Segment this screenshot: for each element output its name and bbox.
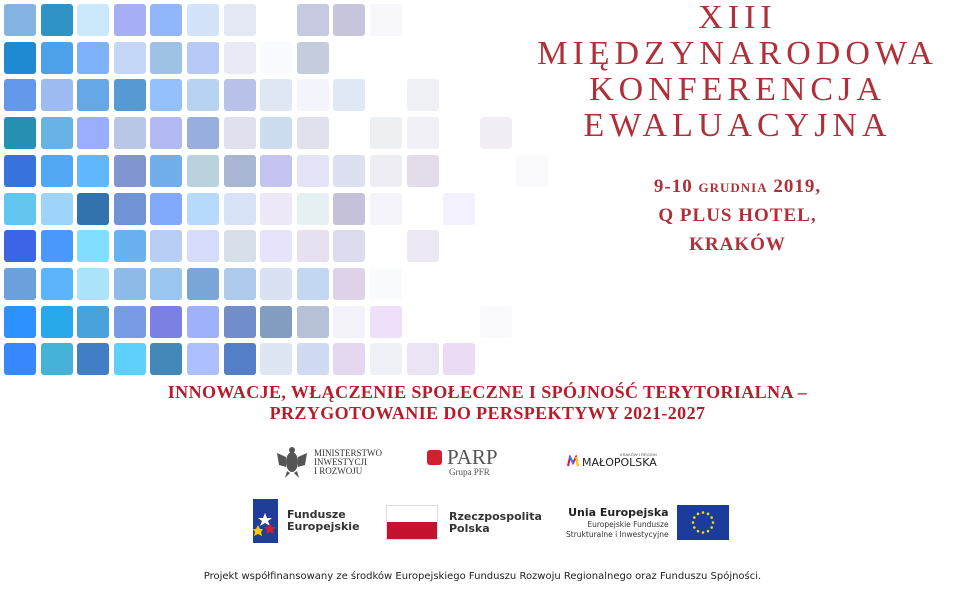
- malopolska-logo: [567, 452, 657, 469]
- mosaic-tile: [370, 268, 402, 300]
- mosaic-tile: [370, 193, 402, 225]
- mosaic-tile: [41, 155, 73, 187]
- mosaic-tile: [41, 268, 73, 300]
- mosaic-tile: [297, 117, 329, 149]
- mosaic-tile: [150, 4, 182, 36]
- polish-flag-icon: [386, 505, 438, 540]
- mosaic-tile: [4, 79, 36, 111]
- mosaic-tile: [333, 79, 365, 111]
- mosaic-tile: [77, 343, 109, 375]
- eu-star-icon: [710, 526, 713, 529]
- fundusze-stars-icon: [253, 499, 278, 543]
- mosaic-tile: [77, 117, 109, 149]
- mosaic-tile: [187, 193, 219, 225]
- rzeczpospolita-logo: [386, 505, 542, 540]
- title-line: XIII: [698, 0, 777, 36]
- mosaic-tile: [150, 343, 182, 375]
- mosaic-tile: [4, 193, 36, 225]
- mosaic-tile: [297, 343, 329, 375]
- mosaic-tile: [77, 230, 109, 262]
- mosaic-tile: [224, 306, 256, 338]
- eu-star-icon: [701, 511, 704, 514]
- mosaic-tile: [297, 306, 329, 338]
- mosaic-tile: [480, 117, 512, 149]
- mosaic-tile: [4, 306, 36, 338]
- mosaic-tile: [297, 268, 329, 300]
- mosaic-tile: [41, 4, 73, 36]
- mosaic-tile: [370, 343, 402, 375]
- mosaic-tile: [150, 155, 182, 187]
- mosaic-tile: [187, 268, 219, 300]
- conference-subtitle: [100, 382, 875, 424]
- mosaic-tile: [333, 155, 365, 187]
- mosaic-tile: [114, 79, 146, 111]
- eu-star-icon: [696, 513, 699, 516]
- title-line: KONFERENCJA: [589, 71, 886, 108]
- conference-title: [520, 0, 955, 144]
- mosaic-tile: [41, 117, 73, 149]
- mosaic-tile: [4, 4, 36, 36]
- fundusze-line: Europejskie: [287, 520, 360, 533]
- mosaic-tile: [260, 79, 292, 111]
- mosaic-tile: [333, 193, 365, 225]
- mosaic-tile: [114, 42, 146, 74]
- mosaic-tile: [41, 79, 73, 111]
- mosaic-tile: [150, 193, 182, 225]
- mosaic-tile: [187, 117, 219, 149]
- mosaic-tile: [443, 193, 475, 225]
- subtitle-line: INNOWACJE, WŁĄCZENIE SPOŁECZNE I SPÓJNOŚĆ TERYTORIALNA –: [167, 382, 808, 402]
- mosaic-tile: [187, 79, 219, 111]
- mosaic-tile: [370, 155, 402, 187]
- malopolska-m-icon: [567, 455, 579, 467]
- mosaic-tile: [114, 343, 146, 375]
- mosaic-tile: [114, 4, 146, 36]
- mosaic-tile: [77, 268, 109, 300]
- eu-star-icon: [711, 521, 714, 524]
- eu-star-icon: [701, 531, 704, 534]
- mosaic-tile: [77, 193, 109, 225]
- mosaic-tile: [333, 230, 365, 262]
- mosaic-tile: [77, 306, 109, 338]
- mosaic-tile: [150, 117, 182, 149]
- mosaic-tile: [224, 343, 256, 375]
- event-city: KRAKÓW: [689, 234, 786, 255]
- mosaic-tile: [187, 306, 219, 338]
- mosaic-tile: [41, 230, 73, 262]
- mosaic-tile: [187, 343, 219, 375]
- eu-name: Unia Europejska: [568, 505, 669, 519]
- mosaic-tile: [150, 79, 182, 111]
- rp-line: Polska: [449, 521, 490, 535]
- eu-logo: [566, 505, 729, 540]
- mosaic-tile: [4, 230, 36, 262]
- mosaic-tile: [407, 155, 439, 187]
- mosaic-tile: [114, 306, 146, 338]
- mosaic-tile: [260, 230, 292, 262]
- mosaic-tile: [4, 155, 36, 187]
- mosaic-tile: [187, 230, 219, 262]
- mosaic-tile: [77, 42, 109, 74]
- eu-star-icon: [693, 526, 696, 529]
- eu-star-icon: [706, 513, 709, 516]
- eu-star-icon: [706, 530, 709, 533]
- mosaic-tile: [260, 343, 292, 375]
- eu-line: Europejskie Fundusze: [587, 519, 669, 529]
- mosaic-tile: [224, 230, 256, 262]
- mosaic-tile: [407, 343, 439, 375]
- mosaic-tile: [297, 4, 329, 36]
- mosaic-tile: [260, 268, 292, 300]
- eu-star-icon: [693, 516, 696, 519]
- rp-line: Rzeczpospolita: [449, 509, 542, 523]
- mosaic-tile: [224, 42, 256, 74]
- mosaic-tile: [150, 268, 182, 300]
- mosaic-tile: [114, 268, 146, 300]
- mosaic-tile: [41, 193, 73, 225]
- parp-name: PARP: [447, 445, 498, 469]
- eu-star-icon: [691, 521, 694, 524]
- mosaic-tile: [407, 117, 439, 149]
- mosaic-tile: [370, 117, 402, 149]
- parp-group: Grupa PFR: [449, 467, 490, 477]
- ministry-name-line: I ROZWOJU: [314, 465, 363, 476]
- mosaic-tile: [224, 268, 256, 300]
- mosaic-tile: [333, 4, 365, 36]
- mosaic-tile: [260, 42, 292, 74]
- event-date: 9-10 grudnia 2019,: [653, 176, 822, 197]
- mosaic-tile: [297, 79, 329, 111]
- mosaic-tile: [187, 4, 219, 36]
- mosaic-tile: [260, 155, 292, 187]
- parp-logo: [427, 447, 498, 477]
- mosaic-tile: [4, 343, 36, 375]
- title-line: EWALUACYJNA: [583, 107, 892, 144]
- mosaic-tile: [114, 117, 146, 149]
- mosaic-tile: [333, 268, 365, 300]
- mosaic-tile: [4, 117, 36, 149]
- ministry-name-line: INWESTYCJI: [314, 456, 367, 467]
- mosaic-tile: [407, 230, 439, 262]
- mosaic-tile: [77, 155, 109, 187]
- mosaic-decoration: [0, 0, 540, 380]
- title-line: MIĘDZYNARODOWA: [537, 35, 938, 72]
- funding-note: Projekt współfinansowany ze środków Europejskiego Funduszu Rozwoju Regionalnego oraz Funduszu Spójności.: [203, 571, 762, 582]
- mosaic-tile: [150, 306, 182, 338]
- malopolska-name: MAŁOPOLSKA: [582, 456, 657, 469]
- event-venue: Q PLUS HOTEL,: [658, 205, 817, 226]
- mosaic-tile: [4, 42, 36, 74]
- mosaic-tile: [150, 42, 182, 74]
- mosaic-tile: [297, 155, 329, 187]
- mosaic-tile: [370, 306, 402, 338]
- mosaic-tile: [114, 155, 146, 187]
- mosaic-tile: [4, 268, 36, 300]
- eu-flag-icon: [677, 505, 729, 540]
- mosaic-tile: [260, 306, 292, 338]
- mosaic-tile: [224, 79, 256, 111]
- mosaic-tile: [224, 193, 256, 225]
- mosaic-tile: [443, 343, 475, 375]
- mosaic-tile: [41, 343, 73, 375]
- mosaic-tile: [187, 155, 219, 187]
- mosaic-tile: [224, 117, 256, 149]
- mosaic-tile: [407, 79, 439, 111]
- eagle-emblem-icon: [276, 445, 308, 479]
- mosaic-tile: [260, 193, 292, 225]
- mosaic-tile: [297, 42, 329, 74]
- parp-icon: [427, 450, 442, 465]
- subtitle-line: PRZYGOTOWANIE DO PERSPEKTYWY 2021-2027: [269, 403, 706, 423]
- eu-star-icon: [696, 530, 699, 533]
- mosaic-tile: [41, 306, 73, 338]
- ministry-logo: [276, 445, 382, 479]
- fundusze-europejskie-logo: [253, 499, 360, 543]
- mosaic-tile: [297, 193, 329, 225]
- mosaic-tile: [114, 230, 146, 262]
- eu-line: Strukturalne i Inwestycyjne: [566, 529, 669, 539]
- fundusze-line: Fundusze: [287, 508, 346, 521]
- event-details: [520, 172, 955, 259]
- mosaic-tile: [333, 343, 365, 375]
- mosaic-tile: [114, 193, 146, 225]
- mosaic-tile: [260, 117, 292, 149]
- mosaic-tile: [41, 42, 73, 74]
- mosaic-tile: [333, 306, 365, 338]
- mosaic-tile: [77, 4, 109, 36]
- malopolska-region: KRAKÓW I REGION: [619, 452, 657, 457]
- ministry-name-line: MINISTERSTWO: [314, 447, 382, 458]
- mosaic-tile: [224, 4, 256, 36]
- mosaic-tile: [224, 155, 256, 187]
- mosaic-tile: [77, 79, 109, 111]
- mosaic-tile: [480, 306, 512, 338]
- mosaic-tile: [297, 230, 329, 262]
- eu-star-icon: [710, 516, 713, 519]
- mosaic-tile: [150, 230, 182, 262]
- mosaic-tile: [370, 4, 402, 36]
- mosaic-tile: [187, 42, 219, 74]
